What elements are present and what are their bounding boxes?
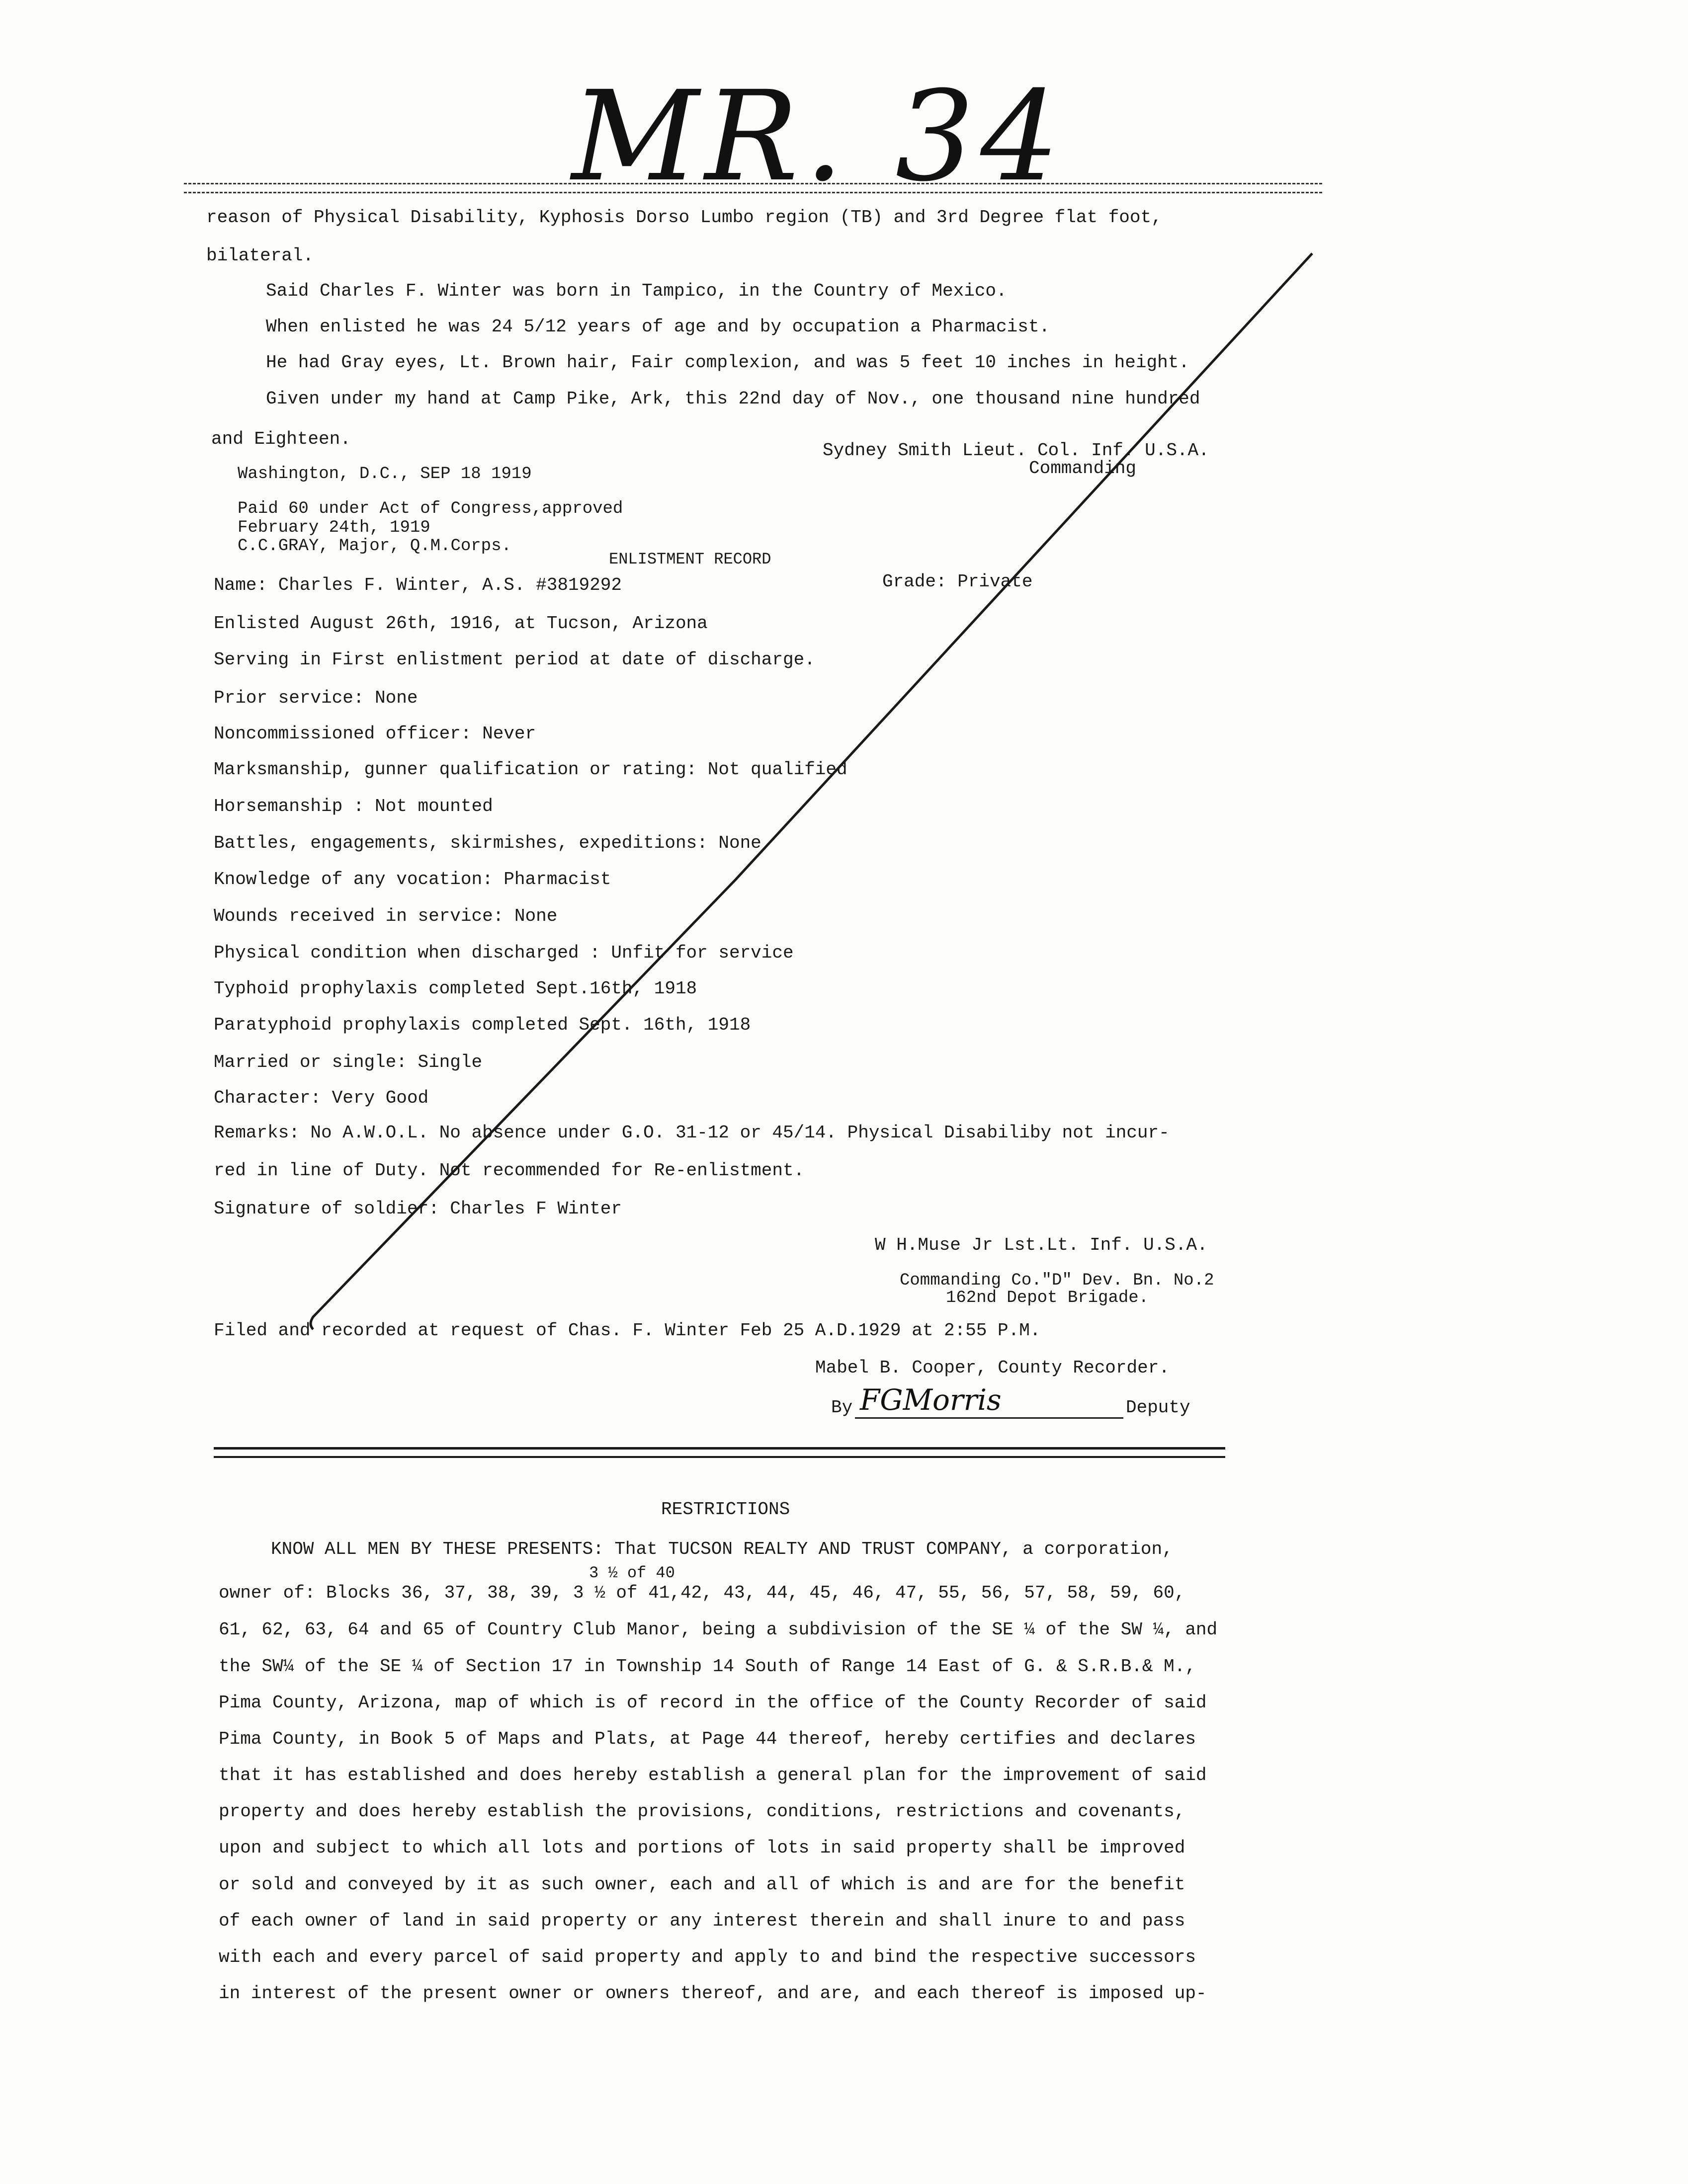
record-field: Noncommissioned officer: Never bbox=[214, 724, 536, 744]
record-field: Knowledge of any vocation: Pharmacist bbox=[214, 869, 611, 890]
intro-line: Said Charles F. Winter was born in Tampico, in the Country of Mexico. bbox=[266, 281, 1007, 301]
record-field: Battles, engagements, skirmishes, expeditions: None bbox=[214, 833, 761, 853]
record-field: Physical condition when discharged : Unfit for service bbox=[214, 943, 794, 963]
filing-line: Filed and recorded at request of Chas. F. Winter Feb 25 A.D.1929 at 2:55 P.M. bbox=[214, 1320, 1041, 1341]
record-field: Horsemanship : Not mounted bbox=[214, 796, 493, 816]
record-field: Typhoid prophylaxis completed Sept.16th, 1918 bbox=[214, 978, 697, 999]
record-field: Enlisted August 26th, 1916, at Tucson, Arizona bbox=[214, 613, 708, 634]
record-field: Married or single: Single bbox=[214, 1052, 483, 1072]
intro-line: reason of Physical Disability, Kyphosis Dorso Lumbo region (TB) and 3rd Degree flat foot, bbox=[206, 207, 1162, 228]
restrictions-line: in interest of the present owner or owners thereof, and are, and each thereof is imposed up- bbox=[219, 1983, 1207, 2004]
by-label: By bbox=[831, 1397, 853, 1418]
record-heading: ENLISTMENT RECORD bbox=[609, 550, 771, 568]
record-name: Name: Charles F. Winter, A.S. #3819292 bbox=[214, 575, 622, 595]
restrictions-line: with each and every parcel of said property and apply to and bind the respective successors bbox=[219, 1947, 1196, 1967]
restrictions-line: that it has established and does hereby establish a general plan for the improvement of said bbox=[219, 1765, 1207, 1785]
record-grade: Grade: Private bbox=[882, 571, 1033, 592]
intro-line: He had Gray eyes, Lt. Brown hair, Fair complexion, and was 5 feet 10 inches in height. bbox=[266, 352, 1189, 373]
record-field: Prior service: None bbox=[214, 688, 418, 708]
restrictions-line: 61, 62, 63, 64 and 65 of Country Club Manor, being a subdivision of the SE ¼ of the SW ¼, and bbox=[219, 1619, 1218, 1640]
intro-line: and Eighteen. bbox=[211, 429, 351, 449]
officer-name: Sydney Smith Lieut. Col. Inf. U.S.A. bbox=[823, 440, 1209, 461]
commanding-unit: Commanding Co."D" Dev. Bn. No.2 bbox=[900, 1271, 1214, 1290]
restrictions-line: Pima County, Arizona, map of which is of record in the office of the County Recorder of said bbox=[219, 1693, 1207, 1713]
record-remarks: Remarks: No A.W.O.L. No absence under G.O. 31-12 or 45/14. Physical Disabiliby not incur- bbox=[214, 1123, 1170, 1143]
record-field: Character: Very Good bbox=[214, 1088, 429, 1108]
commanding-brigade: 162nd Depot Brigade. bbox=[946, 1289, 1149, 1307]
payment-stamp-line: Paid 60 under Act of Congress,approved bbox=[238, 499, 623, 518]
intro-line: bilateral. bbox=[206, 245, 314, 266]
restrictions-line: or sold and conveyed by it as such owner, each and all of which is and are for the benefit bbox=[219, 1874, 1185, 1895]
record-field: Wounds received in service: None bbox=[214, 906, 558, 926]
intro-line: Given under my hand at Camp Pike, Ark, this 22nd day of Nov., one thousand nine hundred bbox=[266, 389, 1200, 409]
restrictions-heading: RESTRICTIONS bbox=[661, 1499, 790, 1520]
deputy-label: Deputy bbox=[1126, 1397, 1190, 1418]
record-field: Marksmanship, gunner qualification or rating: Not qualified bbox=[214, 759, 847, 780]
payment-stamp-line: February 24th, 1919 bbox=[238, 518, 430, 537]
record-remarks: red in line of Duty. Not recommended for Re-enlistment. bbox=[214, 1160, 805, 1181]
restrictions-line: owner of: Blocks 36, 37, 38, 39, 3 ½ of 41,42, 43, 44, 45, 46, 47, 55, 56, 57, 58, 59, 60, bbox=[219, 1583, 1185, 1603]
restrictions-line: of each owner of land in said property or any interest therein and shall inure to and pass bbox=[219, 1911, 1185, 1931]
record-field: Paratyphoid prophylaxis completed Sept. 16th, 1918 bbox=[214, 1015, 751, 1035]
county-recorder: Mabel B. Cooper, County Recorder. bbox=[815, 1358, 1170, 1378]
restrictions-line: upon and subject to which all lots and portions of lots in said property shall be improved bbox=[219, 1838, 1185, 1858]
restrictions-line: KNOW ALL MEN BY THESE PRESENTS: That TUCSON REALTY AND TRUST COMPANY, a corporation, bbox=[271, 1539, 1173, 1559]
restrictions-line: the SW¼ of the SE ¼ of Section 17 in Township 14 South of Range 14 East of G. & S.R.B.& M., bbox=[219, 1656, 1196, 1677]
deputy-signature: FGMorris bbox=[860, 1383, 1002, 1417]
book-page-handwritten: MR. 34 bbox=[572, 64, 1066, 209]
intro-line: When enlisted he was 24 5/12 years of age and by occupation a Pharmacist. bbox=[266, 317, 1050, 337]
payment-stamp-line: C.C.GRAY, Major, Q.M.Corps. bbox=[238, 537, 511, 556]
restrictions-line: property and does hereby establish the provisions, conditions, restrictions and covenants, bbox=[219, 1801, 1185, 1822]
restrictions-line: Pima County, in Book 5 of Maps and Plats, at Page 44 thereof, hereby certifies and declares bbox=[219, 1729, 1196, 1749]
record-signature: Signature of soldier: Charles F Winter bbox=[214, 1199, 622, 1219]
restrictions-superscript: 3 ½ of 40 bbox=[589, 1564, 675, 1582]
payment-stamp-line: Washington, D.C., SEP 18 1919 bbox=[238, 465, 532, 484]
record-field: Serving in First enlistment period at date of discharge. bbox=[214, 649, 815, 670]
officer-title: Commanding bbox=[1029, 458, 1137, 479]
commanding-name: W H.Muse Jr Lst.Lt. Inf. U.S.A. bbox=[875, 1235, 1208, 1255]
